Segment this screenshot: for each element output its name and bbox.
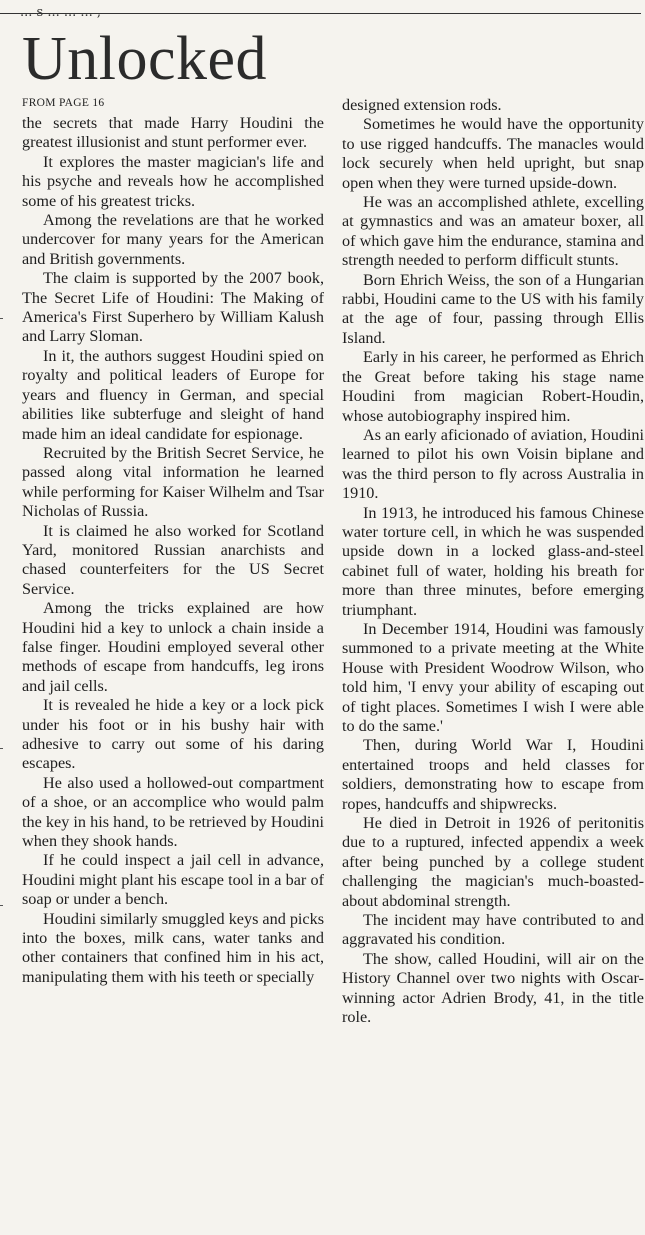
paragraph: the secrets that made Harry Houdini the greatest illusionist and stunt performer ever. xyxy=(22,114,324,152)
paragraph: Sometimes he would have the opportunity to use rigged handcuffs. The manacles would lock securely when held upright, but snap open when they were turned upside-down. xyxy=(342,115,644,192)
paragraph: In 1913, he introduced his famous Chinese water torture cell, in which he was suspended upside down in a locked glass-and-steel cabinet full of water, holding his breath for more than three minutes, before emerging triumphant. xyxy=(342,503,644,619)
paragraph: The incident may have contributed to and aggravated his condition. xyxy=(342,911,644,949)
paragraph: He also used a hollowed-out compartment of a shoe, or an accomplice who would palm the key in his hand, to be retrieved by Houdini when they shook hands. xyxy=(22,773,324,851)
paragraph: It is claimed he also worked for Scotland Yard, monitored Russian anarchists and chased counterfeiters for the US Secret Service. xyxy=(22,521,324,598)
paragraph: As an early aficionado of aviation, Houdini learned to pilot his own Voisin biplane and was the third person to fly across Australia in 1910. xyxy=(342,425,644,503)
article-column-right xyxy=(342,96,644,1028)
paragraph: Early in his career, he performed as Ehrich the Great before taking his stage name Houdini from magician Robert-Houdin, whose autobiography inspired him. xyxy=(342,348,644,425)
paragraph: Recruited by the British Secret Service, he passed along vital information he learned while performing for Kaiser Wilhelm and Tsar Nicholas of Russia. xyxy=(22,443,324,521)
paragraph: Houdini similarly smuggled keys and picks into the boxes, milk cans, water tanks and other containers that confined him in his act, manipulating them with his teeth or specially xyxy=(22,909,324,986)
paragraph: Among the tricks explained are how Houdini hid a key to unlock a chain inside a false finger. Houdini employed several other methods of escape from handcuffs, leg irons and jail cells. xyxy=(22,599,324,695)
margin-mark xyxy=(0,905,3,906)
headline: Unlocked xyxy=(22,25,268,93)
paragraph: In December 1914, Houdini was famously summoned to a private meeting at the White House with President Woodrow Wilson, who told him, 'I envy your ability of escaping out of tight places. Sometimes I wish I were able to do the same.' xyxy=(342,619,644,735)
jump-line: FROM PAGE 16 xyxy=(22,97,105,109)
paragraph: designed extension rods. xyxy=(342,96,502,114)
margin-mark xyxy=(0,318,3,319)
paragraph: It is revealed he hide a key or a lock pick under his foot or in his bushy hair with adhesive to carry out some of his daring escapes. xyxy=(22,696,324,773)
paragraph: Born Ehrich Weiss, the son of a Hungarian rabbi, Houdini came to the US with his family at the age of four, passing through Ellis Island. xyxy=(342,270,644,347)
paragraph: If he could inspect a jail cell in advance, Houdini might plant his escape tool in a bar of soap or under a bench. xyxy=(22,851,324,909)
paragraph: In it, the authors suggest Houdini spied on royalty and political leaders of Europe for years and fluency in German, and special abilities like subterfuge and sleight of hand made him an ideal candidate for espionage. xyxy=(22,346,324,443)
top-rule xyxy=(0,5,641,20)
paragraph: He died in Detroit in 1926 of peritonitis due to a ruptured, infected appendix a week after being punched by a college student challenging the magician's much-boasted-about abdominal strength. xyxy=(342,814,644,910)
paragraph: It explores the master magician's life and his psyche and reveals how he accomplished some of his greatest tricks. xyxy=(22,152,324,210)
paragraph: Then, during World War I, Houdini entertained troops and held classes for soldiers, demonstrating how to escape from ropes, handcuffs and shipwrecks. xyxy=(342,736,644,813)
paragraph: The claim is supported by the 2007 book, The Secret Life of Houdini: The Making of America's First Superhero by William Kalush and Larry Sloman. xyxy=(22,269,324,346)
paragraph: Among the revelations are that he worked undercover for many years for the American and British governments. xyxy=(22,211,324,268)
paragraph: The show, called Houdini, will air on the History Channel over two nights with Oscar-winning actor Adrien Brody, 41, in the title role. xyxy=(342,949,644,1027)
cut-off-header-text: ... s ... ... ... , xyxy=(20,5,102,20)
margin-mark xyxy=(0,748,3,749)
paragraph: He was an accomplished athlete, excelling at gymnastics and was an amateur boxer, all of which gave him the endurance, stamina and strength needed to perform difficult stunts. xyxy=(342,193,644,270)
article-column-left xyxy=(22,114,324,1235)
